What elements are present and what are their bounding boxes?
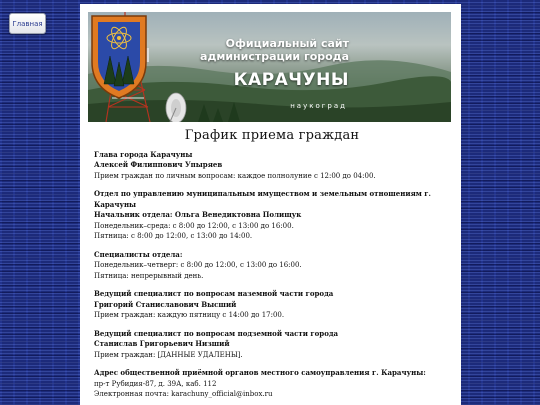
address-line: пр-т Рубидия-87, д. 39А, каб. 112 — [94, 379, 217, 388]
banner-title — [200, 37, 349, 63]
official-name: Григорий Станиславович Высший — [94, 299, 237, 309]
city-emblem-icon — [88, 12, 150, 100]
banner-subtitle: наукоград — [290, 102, 347, 110]
section-heading: Специалисты отдела: — [94, 249, 183, 259]
section-address — [94, 368, 450, 400]
section-property-department — [94, 189, 450, 242]
section-city-head — [94, 150, 450, 182]
reception-hours: Понедельник–четверг: с 8:00 до 12:00, с 13:00 до 16:00. — [94, 261, 302, 269]
reception-hours: Прием граждан: [ДАННЫЕ УДАЛЕНЫ]. — [94, 350, 243, 359]
reception-hours: Прием граждан: каждую пятницу с 14:00 до 17:00. — [94, 311, 285, 319]
section-heading: Ведущий специалист по вопросам наземной части города — [94, 289, 334, 298]
email-line: Электронная почта: karachuny_official@inbox.ru — [94, 390, 273, 398]
section-underground-specialist — [94, 329, 450, 361]
section-heading: Глава города Карачуны — [94, 149, 193, 159]
section-department-specialists — [94, 250, 450, 282]
reception-hours: Понедельник–среда: с 8:00 до 12:00, с 13:00 до 16:00. — [94, 221, 294, 230]
reception-hours: Пятница: непрерывный день. — [94, 271, 204, 280]
official-name: Алексей Филиппович Упыряев — [94, 160, 223, 169]
section-surface-specialist — [94, 289, 450, 321]
section-heading: Ведущий специалист по вопросам подземной части города — [94, 328, 339, 338]
main-page — [80, 4, 461, 405]
official-name: Начальник отдела: Ольга Венедиктовна Полищук — [94, 210, 302, 219]
section-heading: Адрес общественной приёмной органов местного самоуправления г. Карачуны: — [94, 368, 426, 377]
section-heading: Отдел по управлению муниципальным имуществом и земельным отношениям г. Карачуны — [94, 189, 431, 209]
site-banner — [88, 12, 451, 122]
banner-title-line1: Официальный сайт — [225, 37, 349, 50]
banner-city-name: КАРАЧУНЫ — [233, 70, 349, 90]
banner-title-line2: администрации города — [200, 50, 349, 63]
reception-hours: Прием граждан по личным вопросам: каждое полнолуние с 12:00 до 04:00. — [94, 171, 376, 180]
home-button[interactable]: Главная — [9, 13, 46, 34]
page-title: График приема граждан — [184, 128, 360, 143]
reception-hours: Пятница: с 8:00 до 12:00, с 13:00 до 14:00. — [94, 232, 253, 240]
reception-schedule — [94, 128, 450, 405]
official-name: Станислав Григорьевич Низший — [94, 339, 230, 348]
